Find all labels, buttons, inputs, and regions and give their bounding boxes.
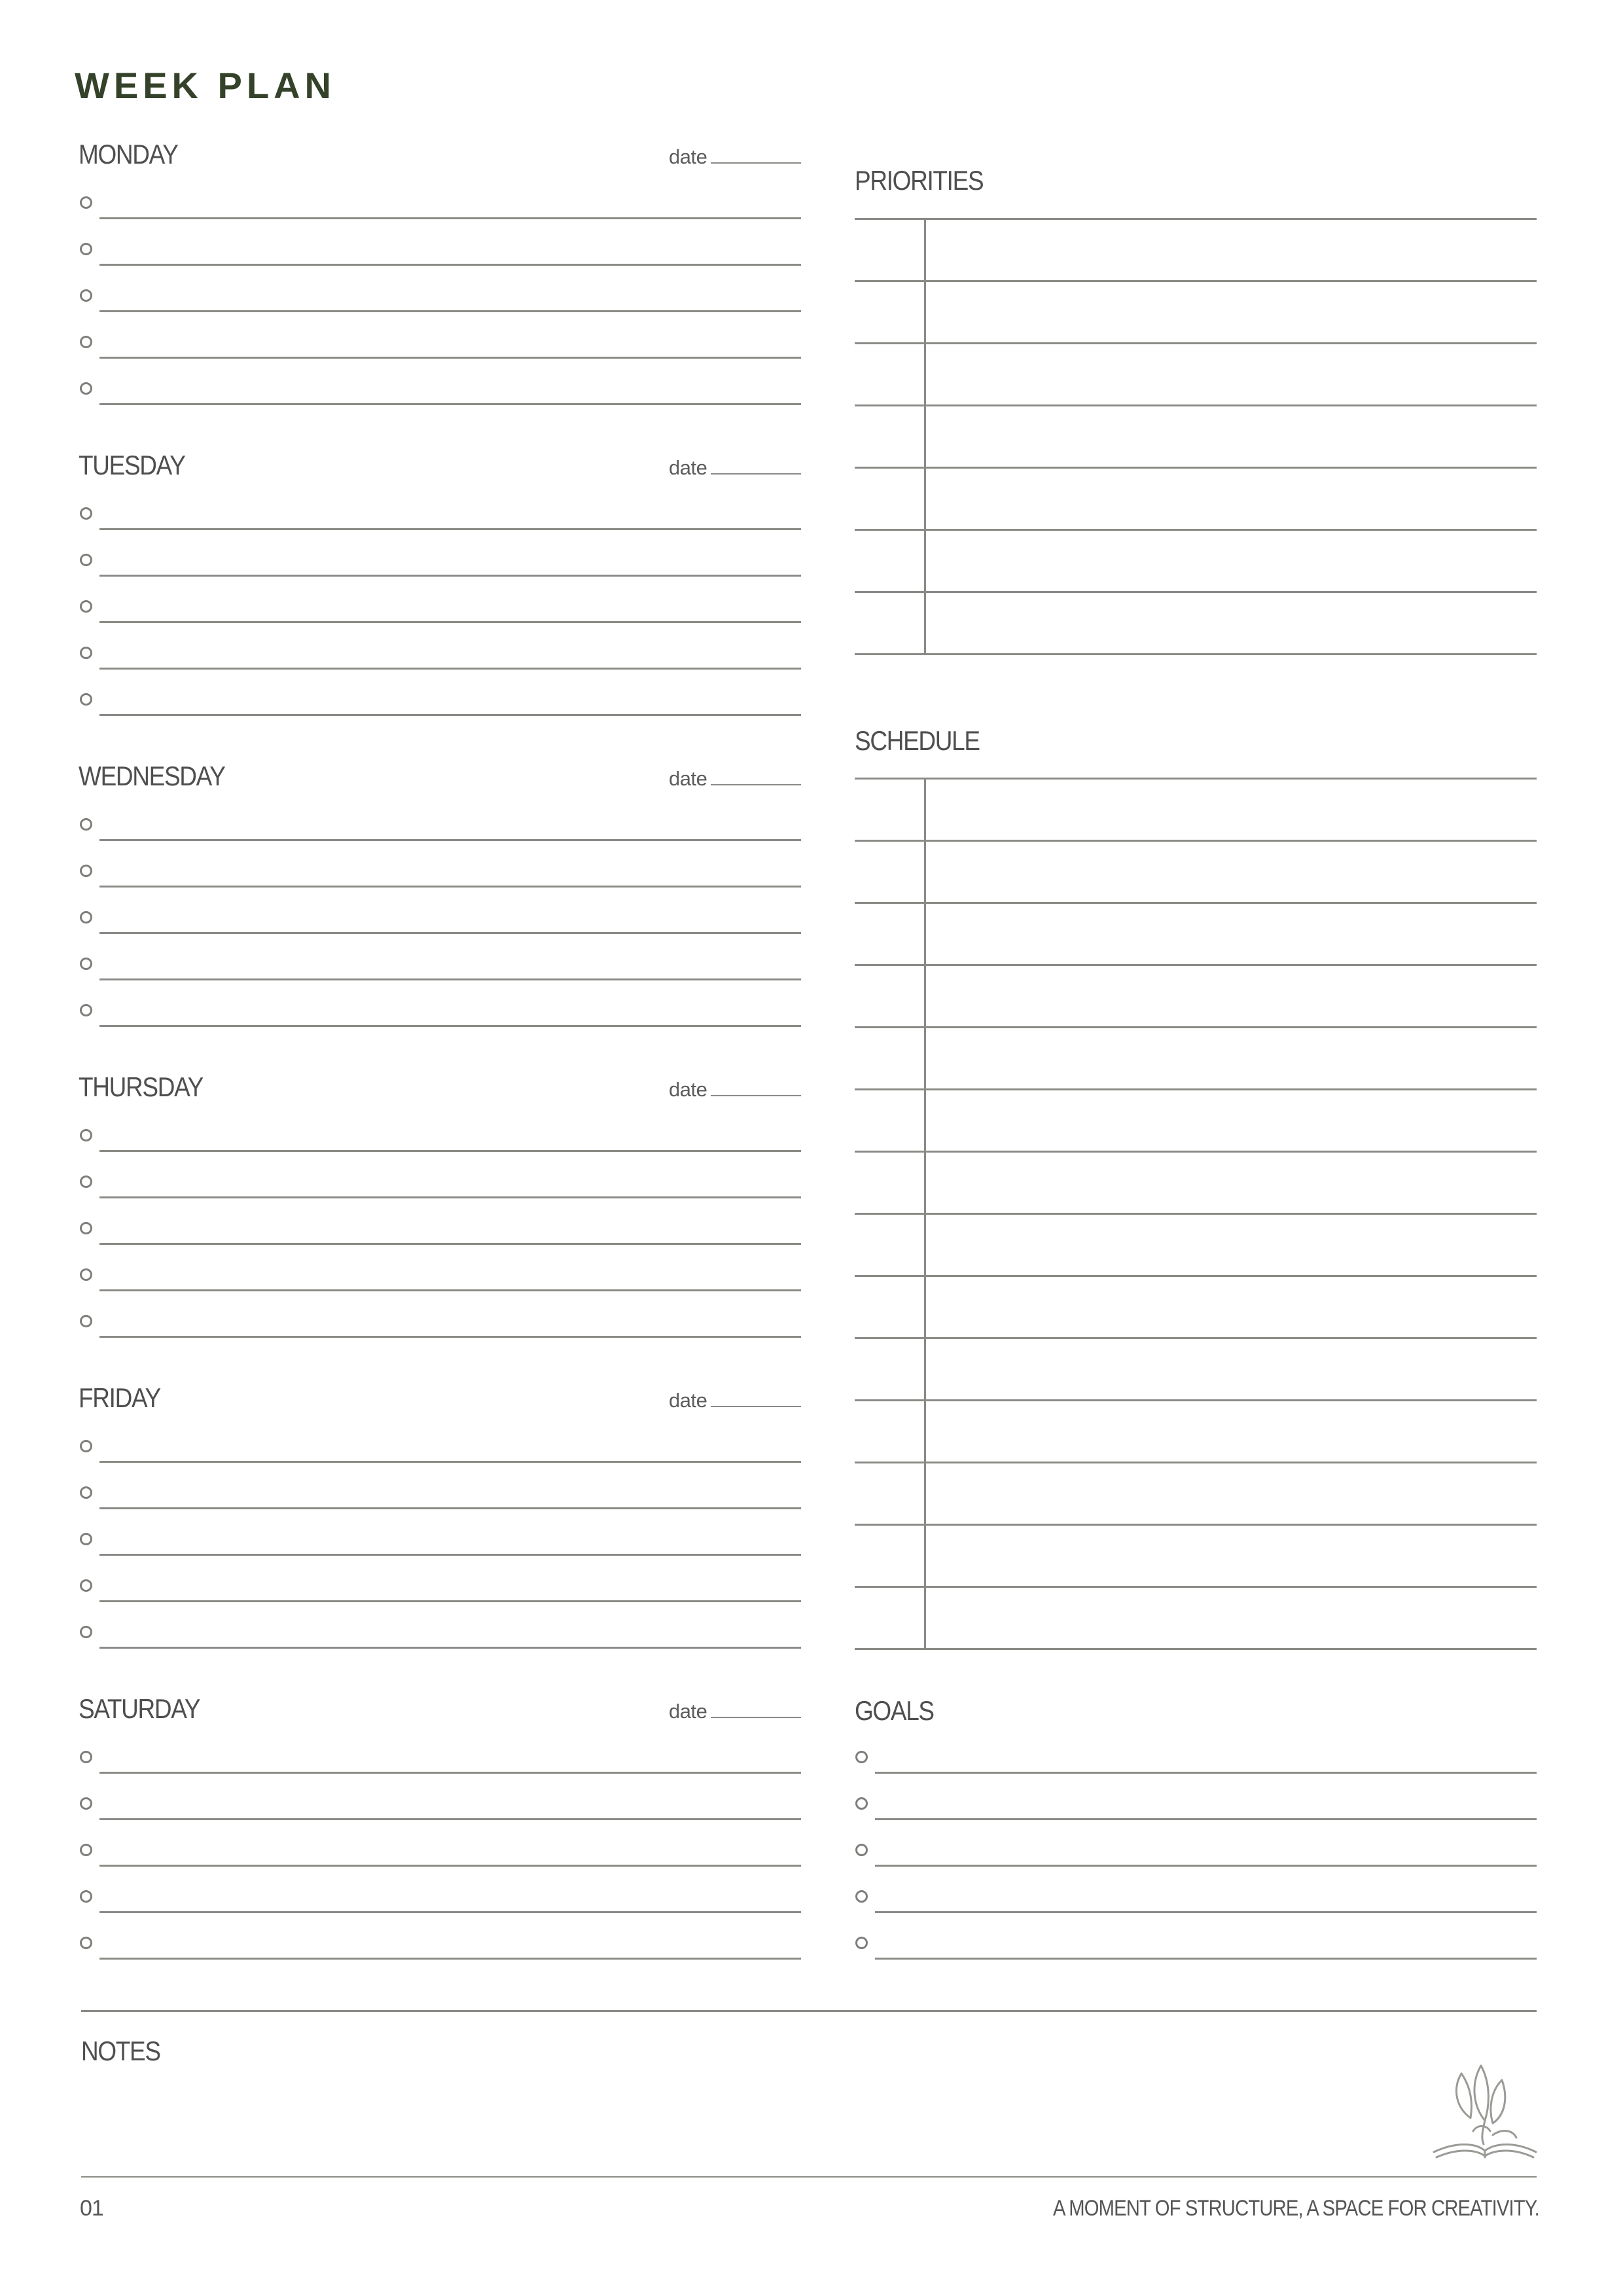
priorities-heading: PRIORITIES	[855, 165, 984, 196]
date-label: date	[669, 1078, 707, 1101]
task-checkbox[interactable]	[80, 647, 92, 659]
task-checkbox[interactable]	[80, 865, 92, 877]
grid-row-line[interactable]	[855, 404, 1537, 406]
day-heading: SATURDAY	[79, 1693, 200, 1724]
grid-row-line[interactable]	[855, 840, 1537, 842]
task-line[interactable]	[99, 1772, 801, 1774]
date-field[interactable]	[711, 1095, 801, 1096]
task-line[interactable]	[99, 621, 801, 623]
task-line[interactable]	[99, 839, 801, 841]
footer-tagline: A MOMENT OF STRUCTURE, A SPACE FOR CREATIVITY.	[1053, 2196, 1539, 2221]
grid-row-line[interactable]	[855, 964, 1537, 966]
lotus-book-logo	[1430, 2060, 1540, 2165]
grid-row-line[interactable]	[855, 280, 1537, 282]
date-label: date	[669, 767, 707, 790]
goal-line[interactable]	[875, 1958, 1537, 1960]
grid-row-line[interactable]	[855, 1337, 1537, 1339]
notes-top-divider	[81, 2010, 1537, 2012]
day-heading: FRIDAY	[79, 1382, 160, 1413]
date-label: date	[669, 145, 707, 168]
page-title: WEEK PLAN	[75, 65, 336, 106]
grid-row-line[interactable]	[855, 342, 1537, 344]
grid-row-line[interactable]	[855, 1586, 1537, 1588]
task-line[interactable]	[99, 357, 801, 359]
task-line[interactable]	[99, 668, 801, 670]
goals-heading: GOALS	[855, 1695, 934, 1726]
date-label: date	[669, 1700, 707, 1723]
task-checkbox[interactable]	[80, 693, 92, 706]
notes-area[interactable]	[81, 2068, 1416, 2166]
day-heading: THURSDAY	[79, 1071, 203, 1102]
task-checkbox[interactable]	[80, 336, 92, 348]
task-line[interactable]	[99, 1196, 801, 1198]
task-line[interactable]	[99, 1507, 801, 1509]
goal-line[interactable]	[875, 1772, 1537, 1774]
day-heading: WEDNESDAY	[79, 761, 225, 791]
grid-row-line[interactable]	[855, 653, 1537, 655]
goal-checkbox[interactable]	[855, 1844, 868, 1856]
date-field[interactable]	[711, 1717, 801, 1718]
task-checkbox[interactable]	[80, 1004, 92, 1016]
grid-column-divider	[924, 218, 926, 653]
task-checkbox[interactable]	[80, 1268, 92, 1281]
task-line[interactable]	[99, 1911, 801, 1913]
date-label: date	[669, 1389, 707, 1412]
task-line[interactable]	[99, 1818, 801, 1820]
task-line[interactable]	[99, 217, 801, 219]
task-checkbox[interactable]	[80, 382, 92, 395]
task-line[interactable]	[99, 1243, 801, 1245]
grid-row-line[interactable]	[855, 1026, 1537, 1028]
task-line[interactable]	[99, 932, 801, 934]
date-field[interactable]	[711, 1406, 801, 1407]
page-number: 01	[80, 2196, 103, 2221]
notes-heading: NOTES	[81, 2036, 160, 2066]
task-line[interactable]	[99, 1025, 801, 1027]
task-checkbox[interactable]	[80, 1129, 92, 1141]
task-checkbox[interactable]	[80, 1486, 92, 1499]
date-label: date	[669, 456, 707, 479]
task-line[interactable]	[99, 1600, 801, 1602]
task-line[interactable]	[99, 575, 801, 577]
date-field[interactable]	[711, 162, 801, 164]
grid-row-line[interactable]	[855, 1399, 1537, 1401]
task-line[interactable]	[99, 1958, 801, 1960]
task-checkbox[interactable]	[80, 958, 92, 970]
task-checkbox[interactable]	[80, 600, 92, 613]
grid-row-line[interactable]	[855, 529, 1537, 531]
task-checkbox[interactable]	[80, 554, 92, 566]
day-heading: MONDAY	[79, 139, 178, 170]
task-checkbox[interactable]	[80, 196, 92, 209]
grid-top-line	[855, 778, 1537, 780]
task-line[interactable]	[99, 1647, 801, 1649]
grid-row-line[interactable]	[855, 1213, 1537, 1215]
task-checkbox[interactable]	[80, 1175, 92, 1188]
task-line[interactable]	[99, 1150, 801, 1152]
grid-top-line	[855, 218, 1537, 220]
task-line[interactable]	[99, 310, 801, 312]
date-field[interactable]	[711, 784, 801, 785]
task-line[interactable]	[99, 264, 801, 266]
task-checkbox[interactable]	[80, 1751, 92, 1763]
grid-column-divider	[924, 778, 926, 1648]
task-line[interactable]	[99, 886, 801, 888]
grid-row-line[interactable]	[855, 1524, 1537, 1526]
goal-line[interactable]	[875, 1818, 1537, 1820]
task-checkbox[interactable]	[80, 243, 92, 255]
task-checkbox[interactable]	[80, 1222, 92, 1234]
task-line[interactable]	[99, 1461, 801, 1463]
grid-row-line[interactable]	[855, 1648, 1537, 1650]
task-checkbox[interactable]	[80, 1440, 92, 1452]
task-checkbox[interactable]	[80, 1844, 92, 1856]
day-heading: TUESDAY	[79, 450, 185, 480]
task-checkbox[interactable]	[80, 289, 92, 302]
task-checkbox[interactable]	[80, 1890, 92, 1903]
date-field[interactable]	[711, 473, 801, 475]
grid-row-line[interactable]	[855, 467, 1537, 469]
task-checkbox[interactable]	[80, 1315, 92, 1327]
goal-checkbox[interactable]	[855, 1890, 868, 1903]
task-checkbox[interactable]	[80, 1533, 92, 1545]
grid-row-line[interactable]	[855, 902, 1537, 904]
grid-row-line[interactable]	[855, 1088, 1537, 1090]
task-line[interactable]	[99, 714, 801, 716]
task-line[interactable]	[99, 1336, 801, 1338]
task-checkbox[interactable]	[80, 1797, 92, 1810]
goal-line[interactable]	[875, 1865, 1537, 1867]
task-line[interactable]	[99, 978, 801, 980]
footer-divider	[81, 2176, 1537, 2178]
goal-checkbox[interactable]	[855, 1937, 868, 1949]
task-line[interactable]	[99, 528, 801, 530]
goal-checkbox[interactable]	[855, 1797, 868, 1810]
grid-row-line[interactable]	[855, 1462, 1537, 1463]
goal-checkbox[interactable]	[855, 1751, 868, 1763]
task-checkbox[interactable]	[80, 911, 92, 924]
task-line[interactable]	[99, 1865, 801, 1867]
task-line[interactable]	[99, 1289, 801, 1291]
task-line[interactable]	[99, 1554, 801, 1556]
task-checkbox[interactable]	[80, 1626, 92, 1638]
schedule-heading: SCHEDULE	[855, 725, 980, 756]
task-checkbox[interactable]	[80, 507, 92, 520]
grid-row-line[interactable]	[855, 1151, 1537, 1153]
task-checkbox[interactable]	[80, 1579, 92, 1592]
task-checkbox[interactable]	[80, 818, 92, 831]
grid-row-line[interactable]	[855, 591, 1537, 593]
grid-row-line[interactable]	[855, 1275, 1537, 1277]
task-checkbox[interactable]	[80, 1937, 92, 1949]
task-line[interactable]	[99, 403, 801, 405]
goal-line[interactable]	[875, 1911, 1537, 1913]
